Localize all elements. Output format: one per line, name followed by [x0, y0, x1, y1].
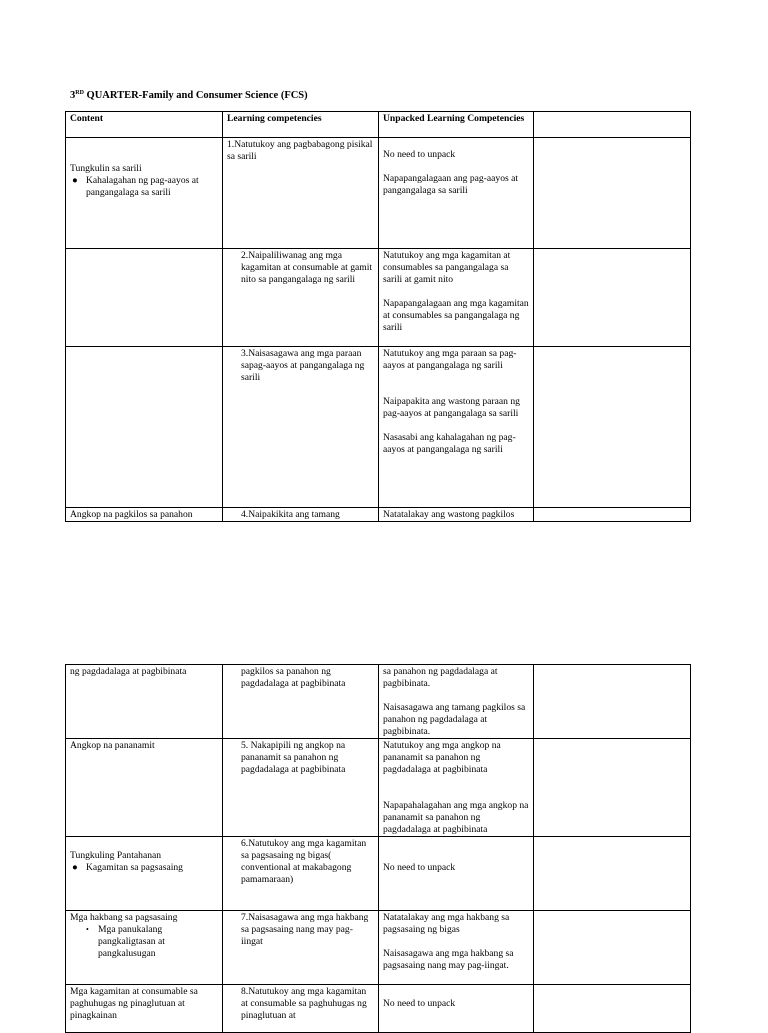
content-cell: Angkop na pananamit: [66, 739, 223, 837]
competency-table-page-2: [65, 664, 691, 1033]
competency-cell: 7.Naisasagawa ang mga hakbang sa pagsasaing nang may pag-iingat: [223, 911, 379, 985]
unpacked-cell: No need to unpack: [379, 837, 534, 911]
table-row: [66, 508, 691, 522]
unpacked-cell: No need to unpack Napapangalagaan ang pag-aayos at pangangalaga sa sarili: [379, 138, 534, 249]
header-learning-competencies: Learning competencies: [223, 112, 379, 138]
unpacked-cell: Natatalakay ang wastong pagkilos: [379, 508, 534, 522]
competency-cell: 1.Natutukoy ang pagbabagong pisikal sa sarili: [223, 138, 379, 249]
table-row: [66, 911, 691, 985]
table-row: [66, 347, 691, 508]
content-cell: [66, 347, 223, 508]
unpacked-cell: Natatalakay ang mga hakbang sa pagsasaing ng bigas Naisasagawa ang mga hakbang sa pagsasaing nang may pag-iingat.: [379, 911, 534, 985]
competency-table-page-1: [65, 111, 691, 522]
blank-cell: [534, 739, 691, 837]
unpacked-cell: Natutukoy ang mga kagamitan at consumables sa pangangalaga sa sarili at gamit nito Napapangalagaan ang mga kagamitan at consumables sa pangangalaga ng sarili: [379, 249, 534, 347]
table-row: [66, 665, 691, 739]
competency-cell: pagkilos sa panahon ng pagdadalaga at pagbibinata: [223, 665, 379, 739]
bullet-icon: ●: [72, 175, 78, 186]
competency-cell: 6.Natutukoy ang mga kagamitan sa pagsasaing ng bigas( conventional at makabagong pamamaraan): [223, 837, 379, 911]
bullet-icon: ●: [72, 862, 78, 873]
content-cell: Mga hakbang sa pagsasaing • Mga panukalang pangkaligtasan at pangkalusugan: [66, 911, 223, 985]
unpacked-cell: sa panahon ng pagdadalaga at pagbibinata. Naisasagawa ang tamang pagkilos sa panahon ng pagdadalaga at pagbibinata.: [379, 665, 534, 739]
blank-cell: [534, 508, 691, 522]
table-header-row: [66, 112, 691, 138]
header-blank: [534, 112, 691, 138]
blank-cell: [534, 837, 691, 911]
content-cell: Tungkulin sa sarili ● Kahalagahan ng pag-aayos at pangangalaga sa sarili: [66, 138, 223, 249]
content-cell: ng pagdadalaga at pagbibinata: [66, 665, 223, 739]
header-content: Content: [66, 112, 223, 138]
blank-cell: [534, 911, 691, 985]
unpacked-cell: Natutukoy ang mga paraan sa pag-aayos at pangangalaga ng sarili Naipapakita ang wastong paraan ng pag-aayos at pangangalaga sa sarili Nasasabi ang kahalagahan ng pag-aayos at pangangalaga ng sarili: [379, 347, 534, 508]
table-row: [66, 739, 691, 837]
table-row: [66, 985, 691, 1033]
competency-cell: 4.Naipakikita ang tamang: [223, 508, 379, 522]
blank-cell: [534, 665, 691, 739]
blank-cell: [534, 347, 691, 508]
content-cell: Mga kagamitan at consumable sa paghuhugas ng pinaglutuan at pinagkainan: [66, 985, 223, 1033]
content-cell: Tungkuling Pantahanan ● Kagamitan sa pagsasaing: [66, 837, 223, 911]
competency-cell: 2.Naipaliliwanag ang mga kagamitan at consumable at gamit nito sa pangangalaga ng sarili: [223, 249, 379, 347]
document-title: 3RD QUARTER-Family and Consumer Science (FCS): [70, 90, 308, 101]
table-row: [66, 138, 691, 249]
blank-cell: [534, 249, 691, 347]
competency-cell: 8.Natutukoy ang mga kagamitan at consumable sa paghuhugas ng pinaglutuan at: [223, 985, 379, 1033]
bullet-icon: •: [86, 925, 89, 934]
unpacked-cell: Natutukoy ang mga angkop na pananamit sa panahon ng pagdadalaga at pagbibinata Napapahalagahan ang mga angkop na pananamit sa panahon ng pagdadalaga at pagbibinata: [379, 739, 534, 837]
table-row: [66, 249, 691, 347]
content-cell: Angkop na pagkilos sa panahon: [66, 508, 223, 522]
blank-cell: [534, 138, 691, 249]
table-row: [66, 837, 691, 911]
unpacked-cell: No need to unpack: [379, 985, 534, 1033]
header-unpacked-competencies: Unpacked Learning Competencies: [379, 112, 534, 138]
competency-cell: 3.Naisasagawa ang mga paraan sapag-aayos at pangangalaga ng sarili: [223, 347, 379, 508]
blank-cell: [534, 985, 691, 1033]
competency-cell: 5. Nakapipili ng angkop na pananamit sa panahon ng pagdadalaga at pagbibinata: [223, 739, 379, 837]
content-cell: [66, 249, 223, 347]
